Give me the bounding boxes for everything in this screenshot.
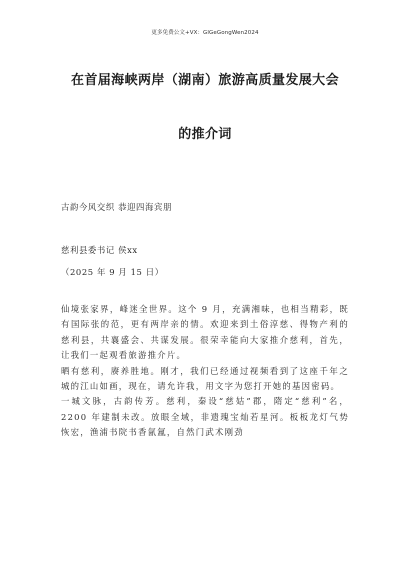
- header-note: 更多免费公文+VX：GlGeGongWen2024: [151, 30, 259, 36]
- document-title-line-2: 的推介词: [178, 127, 232, 142]
- speaker-line: 慈利县委书记 侯xx: [61, 245, 138, 255]
- body-text: [61, 302, 349, 441]
- paragraph-1: 仙境张家界，峰迷全世界。这个 9 月，充满湘味，也相当精彩，既有国际张的范，更有两岸亲的情。欢迎来到土俗淳慈、得物产利的慈利县，共襄盛会、共谋发展。很荣幸能向大家推介慈利，首先，让我们一起观看旅游推介片。: [61, 304, 349, 361]
- paragraph-2: 晒有慈利，赓养胜地。刚才，我们已经通过视频看到了这座千年之城的江山如画，现在，请允许我，用文字为您打开她的基因密码。: [61, 365, 349, 392]
- paragraph-3: 一城文脉，古韵传芳。慈利，秦设“慈姑”郡，隋定“慈利”名，2200 年建制未改。放眼全域，非遗瑰宝灿若星河。板板龙灯气势恢宏，渔浦书院书香氤氲，自然门武术刚劲: [61, 396, 349, 438]
- document-title-line-1: 在首届海峡两岸（湖南）旅游高质量发展大会: [70, 73, 339, 88]
- date-line: （2025 年 9 月 15 日）: [61, 267, 164, 277]
- subtitle: 古韵今风交织 恭迎四海宾朋: [61, 202, 172, 212]
